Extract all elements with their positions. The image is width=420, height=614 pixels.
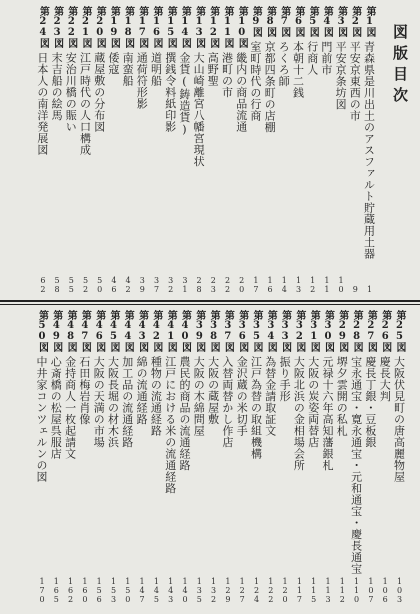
figure-number: 第46図 xyxy=(93,310,105,352)
page-number: 55 xyxy=(66,276,76,294)
page-number: 124 xyxy=(252,577,261,604)
page-number: 28 xyxy=(194,276,204,294)
page-number: 32 xyxy=(166,276,176,294)
page-number: 23 xyxy=(208,276,218,294)
figure-title: 慶長丁銀・豆板銀 xyxy=(363,356,377,448)
figure-title: 撰銭令料紙印影 xyxy=(163,52,177,133)
page-number: 39 xyxy=(137,276,147,294)
toc-entry xyxy=(135,0,149,302)
figure-title: 慶長大判 xyxy=(378,356,392,402)
toc-entry xyxy=(49,296,63,614)
figure-title: 本朝十二銭 xyxy=(291,41,305,99)
figure-title: 心斎橋の松屋呉服店 xyxy=(49,356,63,460)
page-number: 112 xyxy=(337,577,347,604)
page-number: 52 xyxy=(81,276,90,294)
page-number: 110 xyxy=(352,577,362,604)
page-number: 115 xyxy=(309,577,319,604)
toc-entry xyxy=(348,0,362,302)
figure-title: 中井家コンツェルンの図 xyxy=(35,356,48,483)
toc-entry xyxy=(92,0,106,302)
figure-number: 第22図 xyxy=(65,6,77,48)
figure-number: 第10図 xyxy=(236,6,248,48)
toc-entry xyxy=(263,296,277,614)
toc-entry xyxy=(63,296,77,614)
page-number: 153 xyxy=(109,577,118,604)
figure-number: 第37図 xyxy=(222,310,234,352)
figure-title: 江戸為替の取組機構 xyxy=(249,356,263,460)
figure-title: 安治川橋の賑い xyxy=(64,52,78,133)
toc-entry xyxy=(192,0,206,302)
figure-title: 京都四条町の店棚 xyxy=(263,41,277,133)
page-number: 135 xyxy=(194,577,204,604)
page-number: 1 xyxy=(365,285,374,294)
toc-entry xyxy=(277,0,291,302)
toc-entry xyxy=(248,0,262,302)
page-number: 17 xyxy=(251,276,261,294)
figure-number: 第6図 xyxy=(293,6,304,37)
toc-entry xyxy=(349,296,363,614)
page-number: 129 xyxy=(223,577,233,604)
figure-number: 第34図 xyxy=(265,310,277,352)
figure-number: 第28図 xyxy=(351,310,363,352)
figure-title: 大阪の炭姿両替店 xyxy=(306,356,320,448)
page-number: 117 xyxy=(294,577,304,604)
figure-number: 第29図 xyxy=(336,310,348,352)
page-number: 42 xyxy=(123,276,133,294)
figure-title: 大阪伏見町の唐高麗物屋 xyxy=(392,356,406,483)
toc-entry xyxy=(178,296,192,614)
toc-entry xyxy=(50,0,64,302)
page-number: 147 xyxy=(137,577,147,604)
figure-number: 第25図 xyxy=(394,310,405,352)
toc-entry xyxy=(106,0,120,302)
figure-number: 第20図 xyxy=(94,6,106,48)
page-number: 16 xyxy=(265,276,275,294)
figure-title: 為替金請取証文 xyxy=(263,356,277,437)
toc-entry xyxy=(378,296,392,614)
page-number: 113 xyxy=(323,577,333,604)
page-number: 31 xyxy=(180,276,190,294)
figure-title: 大阪の木綿問屋 xyxy=(192,356,206,437)
figure-title: 平安京東西の市 xyxy=(348,41,362,122)
page-number: 103 xyxy=(395,577,404,604)
toc-entry xyxy=(249,296,263,614)
figure-number: 第7図 xyxy=(278,6,290,37)
figure-title: 大阪長堀の材木浜 xyxy=(106,356,120,448)
page-number: 165 xyxy=(51,577,61,604)
toc-entry xyxy=(362,0,376,302)
page-number: 170 xyxy=(37,577,47,604)
page-number: 145 xyxy=(151,577,161,604)
figure-number: 第48図 xyxy=(65,310,77,352)
figure-title: 農民的商品の流通経路 xyxy=(178,356,191,471)
page-number: 13 xyxy=(294,276,303,294)
page-number: 22 xyxy=(223,276,232,294)
figure-number: 第15図 xyxy=(165,6,177,48)
figure-title: 堺夕雲開の私札 xyxy=(335,356,349,437)
toc-entry xyxy=(234,0,248,302)
figure-title: ろくろ師 xyxy=(277,41,291,87)
toc-entry xyxy=(78,0,92,302)
page-heading: 図版目次 xyxy=(391,24,409,108)
figure-number: 第47図 xyxy=(79,310,91,352)
figure-title: 倭寇 xyxy=(106,52,120,75)
toc-entry xyxy=(121,0,135,302)
toc-entry xyxy=(278,296,292,614)
page-number: 162 xyxy=(66,577,76,604)
figure-title: 加工品の流通経路 xyxy=(120,356,134,448)
toc-entry xyxy=(192,296,206,614)
figure-number: 第42図 xyxy=(150,310,162,352)
toc-entry xyxy=(149,0,163,302)
page-number: 50 xyxy=(95,276,105,294)
page-number: 9 xyxy=(350,285,360,294)
toc-entry xyxy=(220,0,234,302)
figure-title: 蔵屋敷の分布図 xyxy=(92,52,106,133)
page-number: 120 xyxy=(280,577,290,604)
page-number: 160 xyxy=(80,577,90,604)
figure-number: 第4図 xyxy=(321,6,333,37)
toc-entry xyxy=(306,296,320,614)
figure-title: 青森県是川出土のアスファルト貯蔵用土器 xyxy=(362,41,376,260)
figure-title: 江戸時代の人口構成 xyxy=(78,52,92,156)
figure-number: 第24図 xyxy=(37,6,49,48)
figure-title: 元禄十六年高知藩銀札 xyxy=(321,356,334,471)
page-number: 58 xyxy=(52,276,62,294)
figure-title: 江戸における米の流通経路 xyxy=(163,356,177,494)
page-number: 20 xyxy=(237,276,247,294)
figure-number: 第18図 xyxy=(122,6,134,48)
page-number: 127 xyxy=(237,577,247,604)
page-number: 12 xyxy=(308,276,318,294)
toc-entry xyxy=(135,296,149,614)
toc-entry xyxy=(319,0,333,302)
figure-title: 道明船 xyxy=(149,52,163,87)
figure-number: 第9図 xyxy=(250,6,262,37)
figure-number: 第5図 xyxy=(307,6,319,37)
figure-title: 日本人の南洋発展図 xyxy=(35,52,49,156)
page-number: 107 xyxy=(366,577,376,604)
figure-number: 第32図 xyxy=(293,310,305,352)
toc-entry xyxy=(321,296,335,614)
figure-title: 金沢蔵の米切手 xyxy=(235,356,249,437)
figure-number: 第33図 xyxy=(279,310,291,352)
figure-number: 第45図 xyxy=(108,310,119,352)
figure-number: 第35図 xyxy=(251,310,262,352)
figure-number: 第23図 xyxy=(51,6,63,48)
toc-entry xyxy=(291,0,305,302)
page-number: 132 xyxy=(209,577,219,604)
page-number: 37 xyxy=(152,276,161,294)
toc-entry xyxy=(149,296,163,614)
figure-number: 第36図 xyxy=(236,310,248,352)
figure-number: 第27図 xyxy=(365,310,377,352)
figure-title: 末吉船の絵馬 xyxy=(50,52,64,121)
figure-title: 種物の流通経路 xyxy=(149,356,163,437)
figure-number: 第39図 xyxy=(193,310,205,352)
figure-title: 平安京条坊図 xyxy=(334,41,348,110)
toc-entry xyxy=(206,296,220,614)
bottom-section xyxy=(0,296,420,604)
figure-number: 第17図 xyxy=(136,6,148,48)
toc-entry xyxy=(163,296,177,614)
page-number: 14 xyxy=(279,276,289,294)
figure-number: 第41図 xyxy=(165,310,177,352)
toc-entry xyxy=(120,296,134,614)
toc-entry xyxy=(92,296,106,614)
toc-entry xyxy=(235,296,249,614)
figure-title: 門前市 xyxy=(319,41,333,76)
figure-number: 第49図 xyxy=(50,310,62,352)
toc-entry xyxy=(334,0,348,302)
page-number: 106 xyxy=(380,577,390,604)
figure-number: 第30図 xyxy=(322,310,334,352)
figure-title: 高野聖 xyxy=(206,52,220,87)
figure-title: 室町時代の行商 xyxy=(248,41,262,122)
toc-entry xyxy=(77,296,91,614)
figure-title: 大阪の天満の市場 xyxy=(92,356,106,448)
figure-number: 第40図 xyxy=(179,310,191,352)
toc-entry xyxy=(292,296,306,614)
page-number: 150 xyxy=(123,577,133,604)
figure-number: 第19図 xyxy=(108,6,120,48)
toc-entry xyxy=(35,0,49,302)
figure-number: 第21図 xyxy=(80,6,91,48)
page-number: 122 xyxy=(266,577,276,604)
page-number: 46 xyxy=(109,276,119,294)
figure-number: 第12図 xyxy=(207,6,219,48)
figure-title: 振り手形 xyxy=(278,356,292,402)
page-number: 156 xyxy=(94,577,104,604)
figure-title: 行商人 xyxy=(305,41,319,76)
page-number: 140 xyxy=(180,577,190,604)
figure-title: 金貨(鋳造貨) xyxy=(177,52,191,137)
figure-number: 第13図 xyxy=(193,6,205,48)
figure-title: 港町の市 xyxy=(220,52,234,98)
toc-entry xyxy=(163,0,177,302)
figure-title: 大山崎離宮八幡宮現状 xyxy=(192,52,206,167)
page-number: 10 xyxy=(336,276,346,294)
figure-title: 通荷符形影 xyxy=(135,52,149,110)
toc-entry xyxy=(263,0,277,302)
figure-number: 第16図 xyxy=(151,6,162,48)
figure-number: 第8図 xyxy=(264,6,276,37)
page-number: 11 xyxy=(322,276,332,294)
toc-entry xyxy=(220,296,234,614)
toc-entry xyxy=(305,0,319,302)
figure-title: 石田梅岩肖像 xyxy=(77,356,91,425)
figure-number: 第38図 xyxy=(208,310,220,352)
top-section xyxy=(0,0,420,296)
figure-number: 第43図 xyxy=(136,310,148,352)
figure-number: 第3図 xyxy=(335,6,347,37)
figure-number: 第26図 xyxy=(379,310,391,352)
toc-entry xyxy=(64,0,78,302)
figure-number: 第31図 xyxy=(308,310,320,352)
figure-title: 大阪北浜の金相場会所 xyxy=(292,356,306,471)
figure-number: 第1図 xyxy=(364,6,375,37)
toc-entry xyxy=(106,296,120,614)
figure-title: 入替両替かし作店 xyxy=(220,356,234,448)
figure-number: 第11図 xyxy=(222,6,233,48)
toc-entry xyxy=(177,0,191,302)
figure-title: 金持商人一枚起請文 xyxy=(63,356,77,460)
figure-title: 畿内の商品流通 xyxy=(234,52,248,133)
figure-number: 第44図 xyxy=(122,310,134,352)
figure-title: 大阪の蔵屋敷 xyxy=(206,356,220,425)
toc-entry xyxy=(363,296,377,614)
toc-entry xyxy=(392,296,406,614)
figure-title: 宝永通宝・寛永通宝・元和通宝・慶長通宝 xyxy=(349,356,363,575)
page-number: 62 xyxy=(38,276,48,294)
page-number: 143 xyxy=(166,577,176,604)
toc-entry xyxy=(335,296,349,614)
toc-entry xyxy=(35,296,49,614)
figure-title: 南蛮船 xyxy=(121,52,135,87)
toc-entry xyxy=(206,0,220,302)
figure-title: 綿の流通経路 xyxy=(135,356,149,425)
figure-number: 第50図 xyxy=(36,310,48,352)
figure-number: 第14図 xyxy=(179,6,191,48)
figure-number: 第2図 xyxy=(349,6,361,37)
